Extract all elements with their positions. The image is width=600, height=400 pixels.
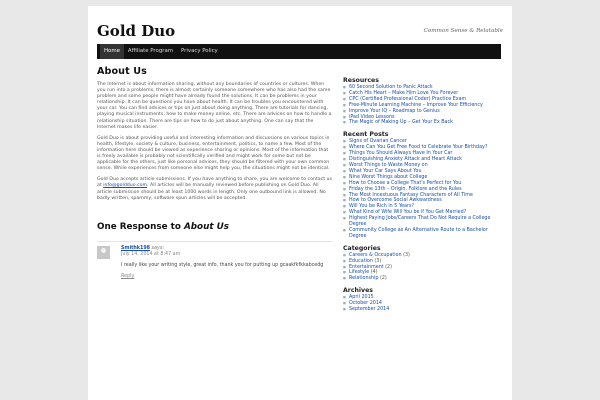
- categories-widget: [343, 245, 505, 283]
- comment-says: says:: [151, 245, 164, 251]
- comment-date[interactable]: July 14, 2014 at 8:47 am: [121, 251, 181, 257]
- list-item[interactable]: ■ CPC (Certified Professional Coder) Practice Exam: [343, 97, 505, 103]
- widget-title: Categories: [343, 244, 381, 252]
- categories-list: [343, 253, 505, 283]
- list-item[interactable]: ■ Where Can You Get Free Food to Celebrate Your Birthday?: [343, 145, 505, 151]
- category-count: (2): [385, 264, 392, 270]
- category-link[interactable]: Lifestyle: [349, 270, 370, 276]
- list-item[interactable]: ■ October 2014: [343, 301, 505, 307]
- category-count: (4): [370, 270, 378, 276]
- site-title[interactable]: Gold Duo: [97, 22, 176, 40]
- comment-text: I really like your writing style, great info, thank you for putting up gcaakfkfkkabcedg: [121, 262, 324, 268]
- recent-posts-widget: [343, 131, 505, 239]
- recent-posts-list: [343, 139, 505, 239]
- nav-affiliate-program[interactable]: Affiliate Program: [127, 48, 174, 54]
- list-item[interactable]: ■ Things You Should Always Have In Your Car: [343, 151, 505, 157]
- comment-meta: [121, 246, 333, 251]
- main-navigation: [97, 44, 501, 59]
- list-item[interactable]: ■ How to Overcome Social Awkwardness: [343, 198, 505, 204]
- list-item[interactable]: ■ Community College as An Alternative Route to a Bachelor Degree: [343, 228, 505, 240]
- nav-home[interactable]: Home: [100, 44, 124, 59]
- list-item[interactable]: ■ September 2014: [343, 307, 505, 313]
- sidebar: [343, 77, 505, 318]
- category-count: (3): [403, 252, 410, 258]
- widget-title: Archives: [343, 287, 373, 295]
- category-link[interactable]: Education: [349, 258, 373, 264]
- list-item[interactable]: ■ Worst Things to Waste Money on: [343, 163, 505, 169]
- list-item[interactable]: ■ Highest Paying Jobs/Careers That Do Not Require a College Degree: [343, 216, 505, 228]
- category-count: (3): [374, 258, 382, 264]
- paragraph: The Internet is about information sharing, without any boundaries of countries or cultures. When you run into a problems, there is almost certainly someone somewhere who has also had the same problem and some people might have already found the solutions. It can be problems in your relationship. It can be questions you have about health. It can be troubles you encountered with your car. You can find advices or tips on just about doing anything. There are tutorials for dancing, playing musical instruments, how to make money online, etc. There are advices on how to handle a relationship situation. There are tips on how to do just about anything. One can say that the Internet makes life easier.: [97, 82, 332, 130]
- resources-widget: [343, 77, 505, 126]
- comment-body: [121, 246, 333, 279]
- category-item[interactable]: [343, 276, 505, 282]
- category-link[interactable]: Relationship: [349, 276, 379, 282]
- list-item[interactable]: ■ 60 Second Solution to Panic Attack: [343, 85, 505, 91]
- list-item[interactable]: ■ The Most Incestuous Fantasy Characters of All Time: [343, 193, 505, 199]
- list-item[interactable]: ■ Catch His Heart – Make Him Love You Forever: [343, 91, 505, 97]
- comment: [97, 241, 333, 279]
- widget-title: Resources: [343, 77, 379, 84]
- category-link[interactable]: Entertainment: [349, 264, 384, 270]
- reply-link[interactable]: Reply: [121, 273, 135, 279]
- list-item[interactable]: ■ Free-Minute Learning Machine – Improve Your Efficiency: [343, 103, 505, 109]
- list-item[interactable]: ■ Friday the 13th – Origin, Folklore and the Rules: [343, 187, 505, 193]
- list-item[interactable]: ■ Improve Your IQ – Roadmap to Genius: [343, 109, 505, 115]
- list-item[interactable]: ■ How to Choose a College That's Perfect for You: [343, 181, 505, 187]
- email-link[interactable]: info@goldduo.com: [103, 183, 148, 189]
- paragraph-text: Gold Duo accepts article submissions. If you have anything to share, you are welcome to contact us at: [97, 177, 332, 189]
- paragraph-text: . All articles will be manually reviewed before publishing on Gold Duo. All article submission should be at least 1000 words in length. Only one outbound link is allowed. No badly written, spammy, software spun articles will be accepted.: [97, 183, 326, 201]
- entry-content: [97, 82, 333, 202]
- main-content: [97, 66, 333, 279]
- avatar: [97, 246, 110, 259]
- list-item[interactable]: ■ Distinguishing Anxiety Attack and Heart Attack: [343, 157, 505, 163]
- list-item[interactable]: ■ Signs of Ovarian Cancer: [343, 139, 505, 145]
- paragraph: [97, 177, 333, 201]
- list-item[interactable]: ■ Nine Worst Things about College: [343, 175, 505, 181]
- site-description: Common Sense & Relatable: [423, 28, 503, 34]
- comments-title-prefix: One Response to: [97, 221, 181, 232]
- paragraph: Gold Duo is about providing useful and interesting information and discussions on various topics in health, lifestyle, society & culture, business, entertainment, politics, to name a few. Most of the information here should be viewed as experience sharing or opinions. Most of the information that is freely available is probably not scientifically verified and might work for some but not be applicable for the others, just like personal advices, they should be filtered with your own common sense. While experiences from someone else might help you, the situations might not be identical.: [97, 135, 330, 172]
- category-link[interactable]: Careers & Occupation: [349, 252, 402, 258]
- resources-list: [343, 85, 505, 126]
- comments-title: [97, 222, 333, 232]
- list-item[interactable]: ■ iPad Video Lessons: [343, 115, 505, 121]
- list-item[interactable]: ■ April 2015: [343, 295, 505, 301]
- list-item[interactable]: ■ The Magic of Making Up – Get Your Ex Back: [343, 120, 505, 126]
- category-count: (2): [379, 276, 387, 282]
- page-title: About Us: [97, 66, 147, 77]
- comment-author-link[interactable]: Smithk198: [121, 245, 151, 251]
- widget-title: Recent Posts: [343, 131, 389, 139]
- nav-privacy-policy[interactable]: Privacy Policy: [181, 48, 218, 54]
- archives-widget: [343, 287, 505, 313]
- page-container: [88, 6, 512, 400]
- list-item[interactable]: ■ What Kind of Wife Will You be if You Get Married?: [343, 210, 505, 216]
- comments-title-post: About Us: [183, 221, 230, 232]
- list-item[interactable]: ■ What Your Car Says About You: [343, 169, 505, 175]
- archives-list: [343, 295, 505, 313]
- list-item[interactable]: ■ Will You be Rich in 5 Years?: [343, 204, 505, 210]
